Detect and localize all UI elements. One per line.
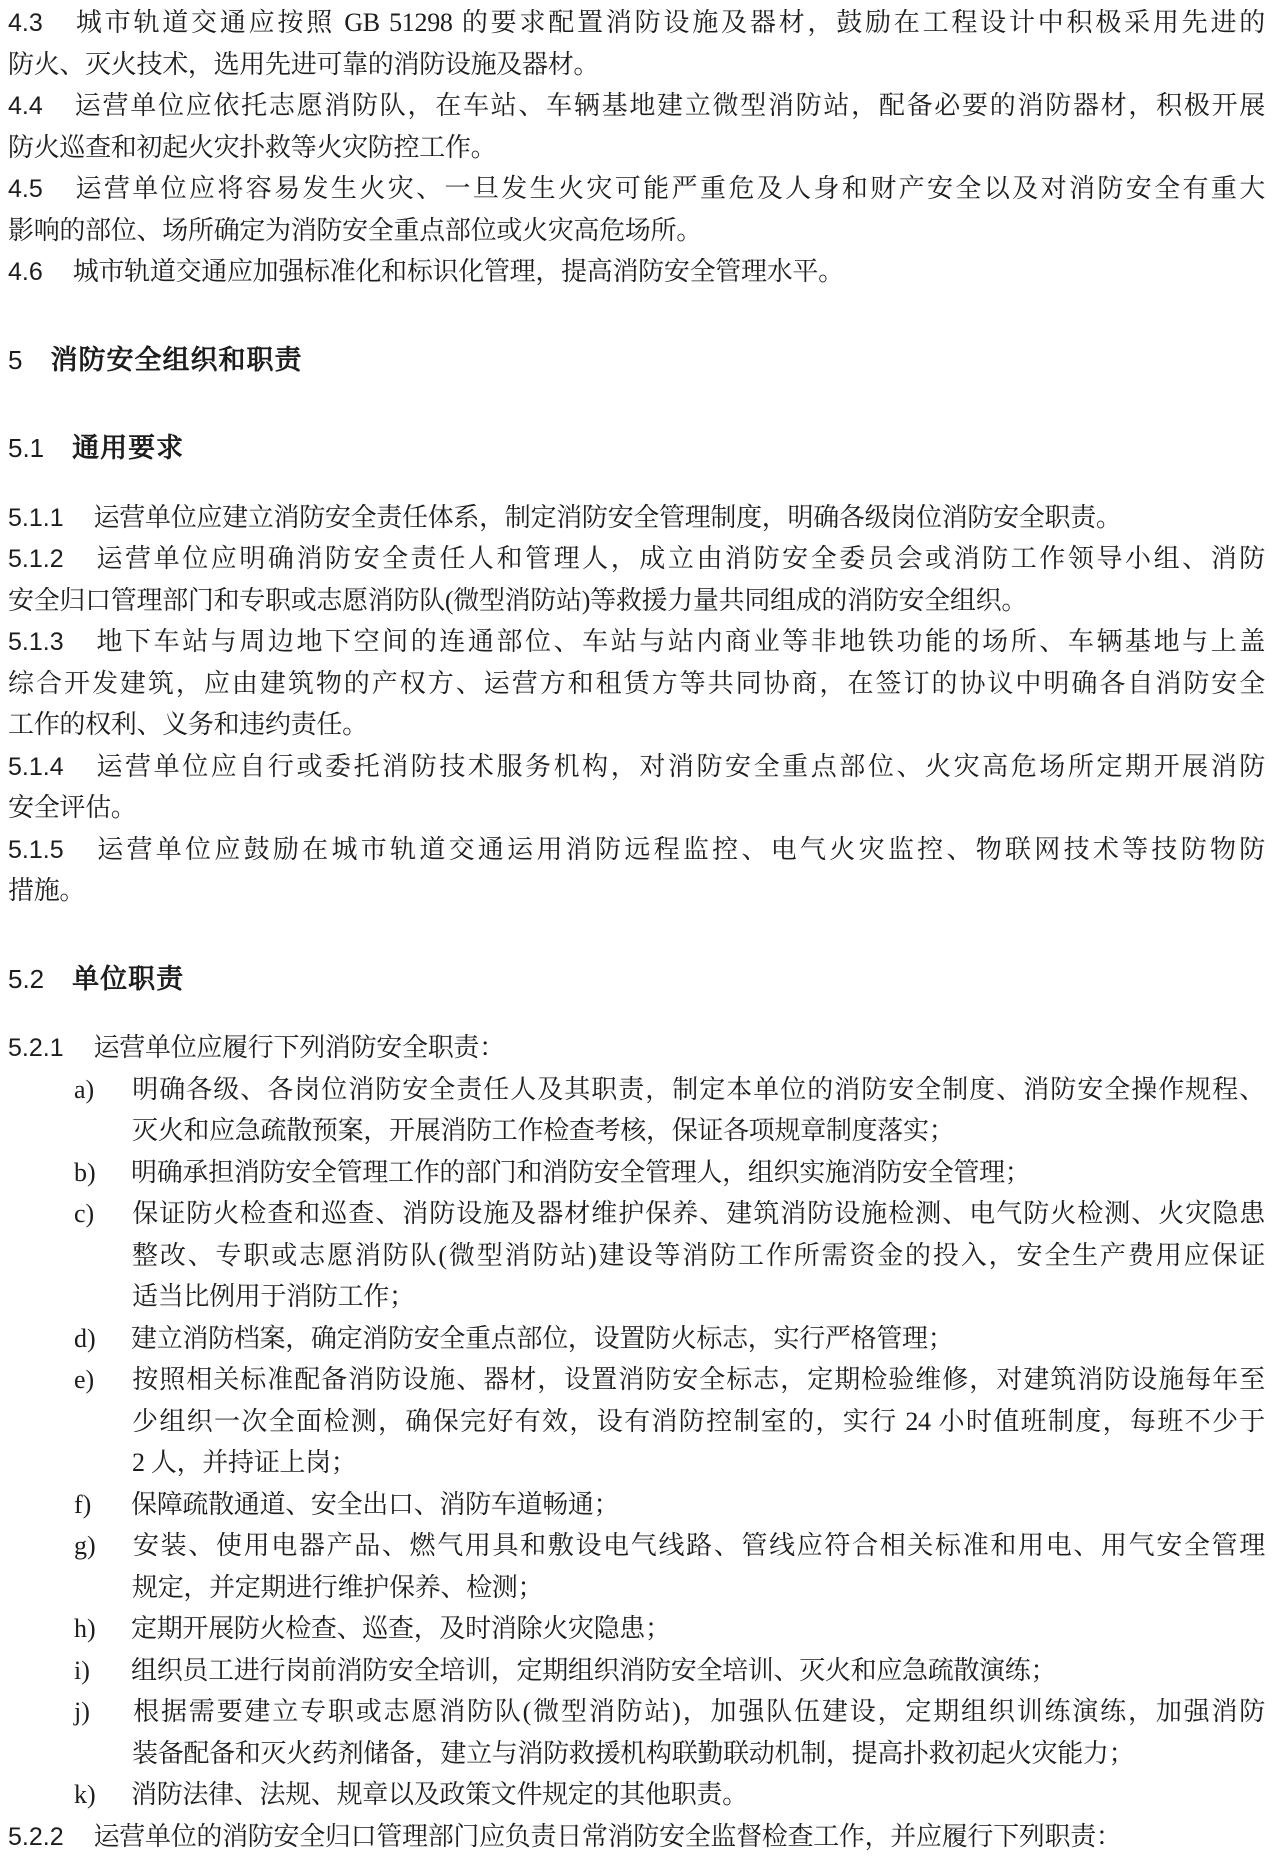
clause-text: 运营单位应鼓励在城市轨道交通运用消防远程监控、电气火灾监控、物联网技术等技防物防 [94, 835, 1265, 864]
clause-text: 运营单位应依托志愿消防队，在车站、车辆基地建立微型消防站，配备必要的消防器材，积极开展 [73, 91, 1265, 120]
clause-5-2-2-line-1 [8, 1816, 1265, 1857]
clause-5-1-3-line-2: 综合开发建筑，应由建筑物的产权方、运营方和租赁方等共同协商，在签订的协议中明确各自消防安全 [8, 663, 1265, 705]
list-item-e-line-1 [8, 1359, 1265, 1401]
clause-number-4-6: 4.6 [8, 258, 43, 286]
list-item-text: 保障疏散通道、安全出口、消防车道畅通； [131, 1490, 619, 1519]
list-item-letter-h: h) [74, 1608, 131, 1650]
clause-number-5-1-5: 5.1.5 [8, 836, 64, 864]
clause-text: 城市轨道交通应按照 GB 51298 的要求配置消防设施及器材，鼓励在工程设计中积极采用先进的 [73, 8, 1265, 37]
section-5-1-heading [8, 428, 1265, 470]
section-5-heading [8, 340, 1265, 382]
clause-text: 运营单位应明确消防安全责任人和管理人，成立由消防安全委员会或消防工作领导小组、消防 [94, 544, 1265, 573]
clause-5-1-1-line-1 [8, 497, 1265, 539]
list-item-text: 保证防火检查和巡查、消防设施及器材维护保养、建筑消防设施检测、电气防火检测、火灾隐患 [131, 1199, 1265, 1228]
list-item-letter-g: g) [74, 1525, 131, 1567]
list-item-k-line-1 [8, 1774, 1265, 1816]
clause-5-1-3-line-3: 工作的权利、义务和违约责任。 [8, 704, 1265, 746]
clause-text: 地下车站与周边地下空间的连通部位、车站与站内商业等非地铁功能的场所、车辆基地与上盖 [94, 627, 1265, 656]
list-item-letter-d: d) [74, 1318, 131, 1360]
clause-text: 运营单位应建立消防安全责任体系，制定消防安全管理制度，明确各级岗位消防安全职责。 [94, 503, 1122, 532]
clause-5-1-3-line-1 [8, 621, 1265, 663]
list-item-a-line-2: 灭火和应急疏散预案，开展消防工作检查考核，保证各项规章制度落实； [8, 1110, 1265, 1152]
list-item-text: 安装、使用电器产品、燃气用具和敷设电气线路、管线应符合相关标准和用电、用气安全管理 [131, 1531, 1265, 1560]
list-item-text: 明确各级、各岗位消防安全责任人及其职责，制定本单位的消防安全制度、消防安全操作规程、 [131, 1075, 1265, 1104]
list-item-a-line-1 [8, 1069, 1265, 1111]
clause-4-4-line-1 [8, 85, 1265, 127]
clause-5-1-2-line-2: 安全归口管理部门和专职或志愿消防队(微型消防站)等救援力量共同组成的消防安全组织。 [8, 580, 1265, 622]
clause-text: 运营单位应自行或委托消防技术服务机构，对消防安全重点部位、火灾高危场所定期开展消防 [94, 752, 1265, 781]
list-item-text: 定期开展防火检查、巡查，及时消除火灾隐患； [131, 1614, 671, 1643]
clause-number-5-1-1: 5.1.1 [8, 504, 64, 532]
list-item-c-line-2: 整改、专职或志愿消防队(微型消防站)建设等消防工作所需资金的投入，安全生产费用应保证 [8, 1235, 1265, 1277]
clause-5-1-5-line-1 [8, 829, 1265, 871]
clause-number-4-4: 4.4 [8, 92, 43, 120]
list-item-text: 根据需要建立专职或志愿消防队(微型消防站)，加强队伍建设，定期组织训练演练，加强消防 [131, 1697, 1265, 1726]
clause-4-5-line-1 [8, 168, 1265, 210]
list-item-letter-i: i) [74, 1650, 131, 1692]
list-item-letter-j: j) [74, 1691, 131, 1733]
list-item-d-line-1 [8, 1318, 1265, 1360]
list-item-c-line-1 [8, 1193, 1265, 1235]
list-item-j-line-2: 装备配备和灭火药剂储备，建立与消防救援机构联勤联动机制，提高扑救初起火灾能力； [8, 1733, 1265, 1775]
clause-4-3-line-1 [8, 2, 1265, 44]
list-item-letter-b: b) [74, 1152, 131, 1194]
clause-text: 城市轨道交通应加强标准化和标识化管理，提高消防安全管理水平。 [73, 257, 844, 286]
clause-4-6-line-1 [8, 251, 1265, 293]
section-5-title: 消防安全组织和职责 [50, 345, 302, 375]
list-item-c-line-3: 适当比例用于消防工作； [8, 1276, 1265, 1318]
list-item-text: 建立消防档案，确定消防安全重点部位，设置防火标志，实行严格管理； [131, 1324, 953, 1353]
clause-number-5-1-2: 5.1.2 [8, 545, 64, 573]
list-item-f-line-1 [8, 1484, 1265, 1526]
clause-number-4-5: 4.5 [8, 175, 43, 203]
clause-5-1-5-line-2: 措施。 [8, 870, 1265, 912]
list-item-j-line-1 [8, 1691, 1265, 1733]
clause-number-4-3: 4.3 [8, 9, 43, 37]
list-item-i-line-1 [8, 1650, 1265, 1692]
list-item-letter-f: f) [74, 1484, 131, 1526]
list-item-letter-e: e) [74, 1359, 131, 1401]
clause-5-1-4-line-1 [8, 746, 1265, 788]
list-item-e-line-3: 2 人，并持证上岗； [8, 1442, 1265, 1484]
list-item-text: 消防法律、法规、规章以及政策文件规定的其他职责。 [131, 1780, 748, 1809]
clause-text: 运营单位的消防安全归口管理部门应负责日常消防安全监督检查工作，并应履行下列职责： [94, 1822, 1122, 1851]
clause-5-2-1-line-1 [8, 1027, 1265, 1069]
clause-4-5-line-2: 影响的部位、场所确定为消防安全重点部位或火灾高危场所。 [8, 210, 1265, 252]
section-5-2-heading [8, 959, 1265, 1001]
clause-text: 运营单位应履行下列消防安全职责： [94, 1033, 505, 1062]
list-item-b-line-1 [8, 1152, 1265, 1194]
clause-4-4-line-2: 防火巡查和初起火灾扑救等火灾防控工作。 [8, 127, 1265, 169]
list-item-g-line-2: 规定，并定期进行维护保养、检测； [8, 1567, 1265, 1609]
section-5-1-number: 5.1 [8, 433, 44, 463]
section-5-2-title: 单位职责 [72, 964, 184, 994]
clause-text: 运营单位应将容易发生火灾、一旦发生火灾可能严重危及人身和财产安全以及对消防安全有重大 [73, 174, 1265, 203]
list-item-text: 组织员工进行岗前消防安全培训，定期组织消防安全培训、灭火和应急疏散演练； [131, 1656, 1056, 1685]
list-item-text: 按照相关标准配备消防设施、器材，设置消防安全标志，定期检验维修，对建筑消防设施每年至 [131, 1365, 1265, 1394]
list-item-letter-k: k) [74, 1774, 131, 1816]
clause-number-5-1-3: 5.1.3 [8, 628, 64, 656]
section-5-number: 5 [8, 345, 22, 375]
section-5-2-number: 5.2 [8, 964, 44, 994]
list-item-g-line-1 [8, 1525, 1265, 1567]
clause-number-5-1-4: 5.1.4 [8, 753, 64, 781]
clause-5-1-2-line-1 [8, 538, 1265, 580]
section-5-1-title: 通用要求 [72, 433, 184, 463]
list-item-letter-c: c) [74, 1193, 131, 1235]
list-item-letter-a: a) [74, 1069, 131, 1111]
list-item-e-line-2: 少组织一次全面检测，确保完好有效，设有消防控制室的，实行 24 小时值班制度，每班不少于 [8, 1401, 1265, 1443]
clause-4-3-line-2: 防火、灭火技术，选用先进可靠的消防设施及器材。 [8, 44, 1265, 86]
list-item-h-line-1 [8, 1608, 1265, 1650]
clause-number-5-2-2: 5.2.2 [8, 1823, 64, 1851]
clause-5-1-4-line-2: 安全评估。 [8, 787, 1265, 829]
list-item-text: 明确承担消防安全管理工作的部门和消防安全管理人，组织实施消防安全管理； [131, 1158, 1031, 1187]
clause-number-5-2-1: 5.2.1 [8, 1034, 64, 1062]
